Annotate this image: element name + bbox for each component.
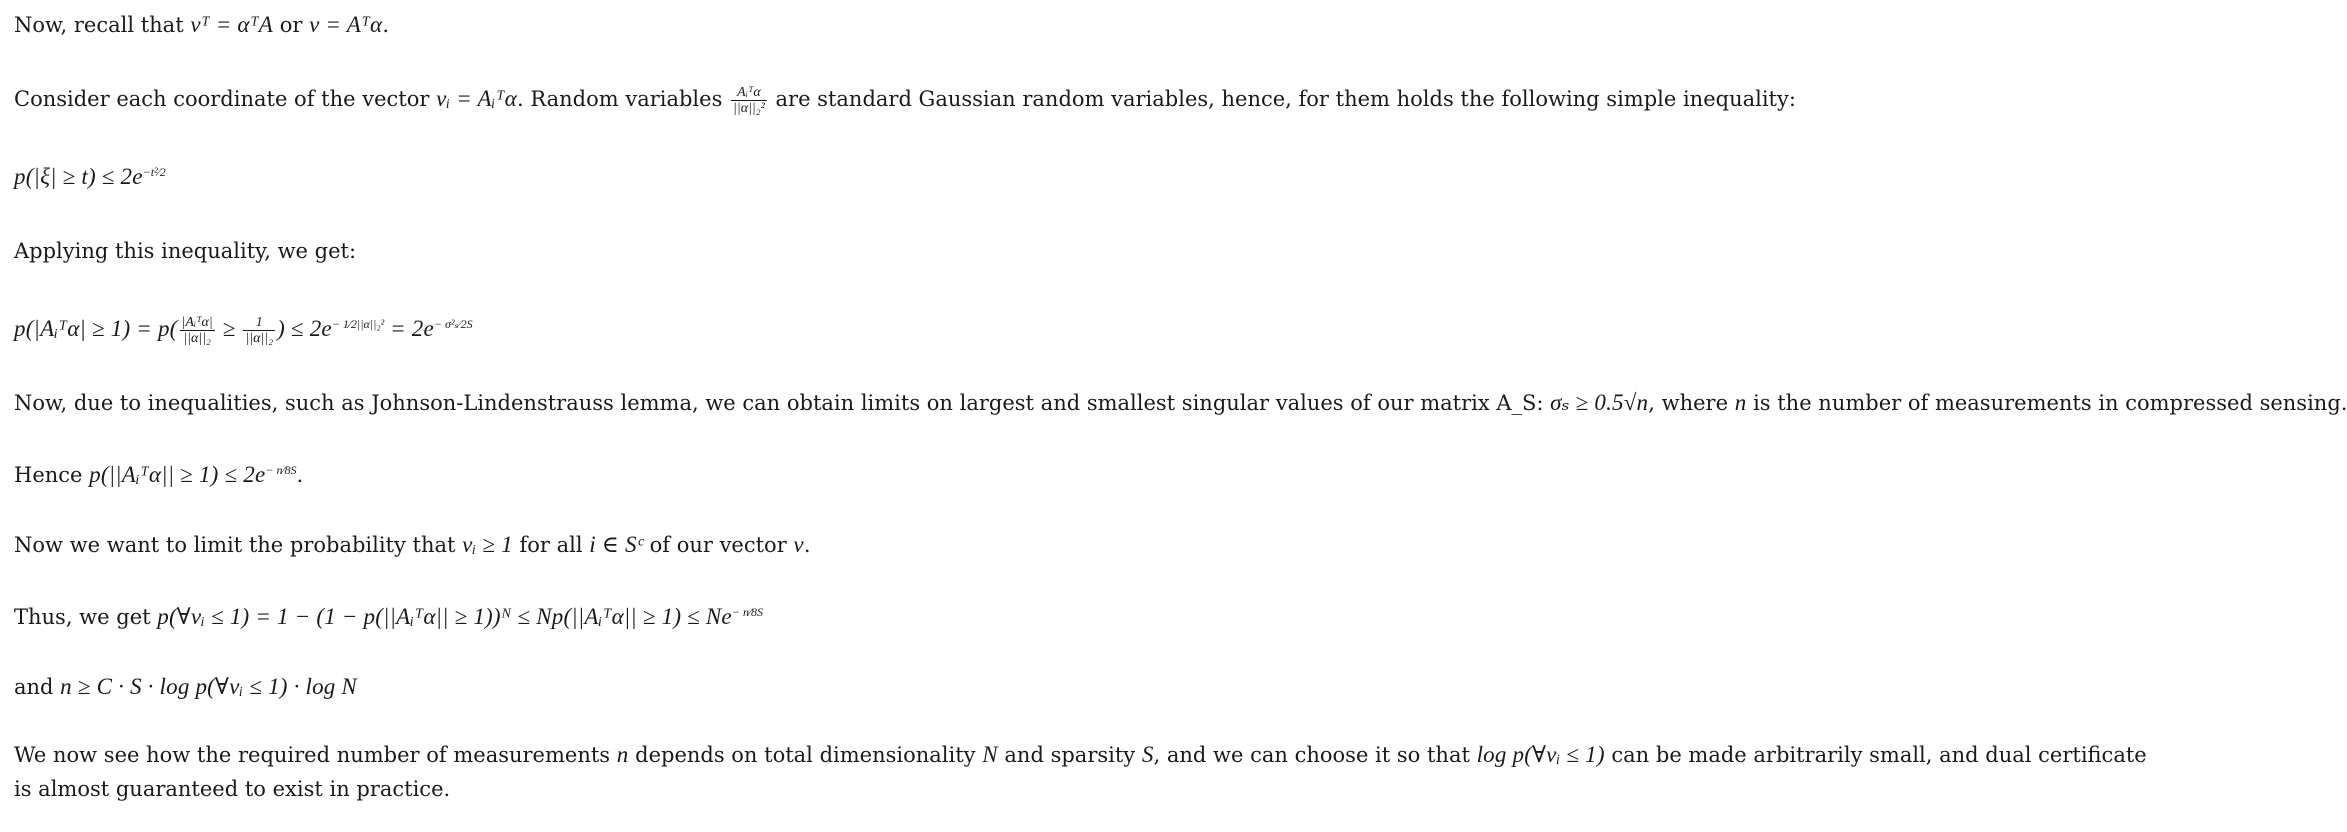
math-inline: σₛ ≥ 0.5√n bbox=[1550, 390, 1649, 415]
text: . bbox=[382, 13, 389, 37]
text: Hence bbox=[14, 463, 90, 487]
math-inline: vᵢ ≥ 1 bbox=[462, 532, 513, 557]
text: Applying this inequality, we get: bbox=[14, 239, 357, 263]
text: or bbox=[273, 13, 310, 37]
math-inline: n bbox=[616, 742, 629, 767]
text: of our vector bbox=[642, 533, 794, 557]
paragraph-coordinates bbox=[14, 82, 2160, 116]
text: can be made arbitrarily small, and dual certificate is almost guaranteed to exist in practice. bbox=[14, 743, 2147, 801]
text: is the number of measurements in compressed sensing. bbox=[1746, 391, 2347, 415]
math-fraction bbox=[243, 315, 275, 346]
paragraph-applying bbox=[14, 234, 2160, 268]
paragraph-limit-probability bbox=[14, 528, 2160, 562]
math-inline: v bbox=[793, 532, 804, 557]
fraction-numerator: |Aᵢᵀα| bbox=[181, 315, 213, 330]
math-inline: vᵀ = αᵀA bbox=[190, 12, 274, 37]
math-inline: ≥ bbox=[216, 316, 242, 341]
text: Now, recall that bbox=[14, 13, 191, 37]
text: We now see how the required number of measurements bbox=[14, 743, 617, 767]
math-inline: p(∀vᵢ ≤ 1) = 1 − (1 − p(||Aᵢᵀα|| ≥ 1))ᴺ ≤ Np(||Aᵢᵀα|| ≥ 1) ≤ Ne bbox=[157, 604, 732, 629]
text: Now we want to limit the probability that bbox=[14, 533, 463, 557]
text: , where bbox=[1648, 391, 1735, 415]
fraction-denominator: ||α||₂² bbox=[733, 101, 765, 116]
text: for all bbox=[512, 533, 590, 557]
math-exponent: − 1⁄2||α||₂² bbox=[331, 317, 385, 331]
equation-probability-bound bbox=[14, 312, 2160, 346]
text: and sparsity bbox=[997, 743, 1142, 767]
math-fraction bbox=[731, 85, 767, 116]
paragraph-and-n bbox=[14, 670, 2160, 704]
text: Now, due to inequalities, such as Johnson-Lindenstrauss lemma, we can obtain limits on largest and smallest singular values of our matrix A_S: bbox=[14, 391, 1551, 415]
math-exponent: −t²⁄2 bbox=[142, 165, 166, 179]
math-exponent: − n⁄8S bbox=[731, 605, 763, 619]
math-fraction bbox=[180, 315, 215, 346]
math-inline: log p(∀vᵢ ≤ 1) bbox=[1476, 742, 1605, 767]
text: Thus, we get bbox=[14, 605, 158, 629]
fraction-numerator: Aᵢᵀα bbox=[731, 85, 767, 101]
math-exponent: − σ²ₛ⁄2S bbox=[433, 317, 473, 331]
text: . bbox=[296, 463, 304, 487]
text: depends on total dimensionality bbox=[628, 743, 983, 767]
text: Consider each coordinate of the vector bbox=[14, 87, 437, 111]
math-inline: vᵢ = Aᵢᵀα bbox=[436, 86, 517, 111]
text: and bbox=[14, 675, 61, 699]
fraction-numerator: 1 bbox=[243, 315, 275, 331]
math-inline: p(|ξ| ≥ t) ≤ 2e bbox=[14, 164, 143, 189]
text: are standard Gaussian random variables, hence, for them holds the following simple inequality: bbox=[768, 87, 1796, 111]
math-inline: N bbox=[982, 742, 998, 767]
text: . Random variables bbox=[516, 87, 730, 111]
fraction-denominator: ||α||₂ bbox=[245, 331, 274, 346]
paragraph-johnson-lindenstrauss bbox=[14, 386, 2347, 420]
text: , and we can choose it so that bbox=[1153, 743, 1477, 767]
paragraph-conclusion bbox=[14, 738, 2160, 806]
math-inline: = 2e bbox=[384, 316, 434, 341]
math-inline: p(||Aᵢᵀα|| ≥ 1) ≤ 2e bbox=[89, 462, 266, 487]
math-inline: ) ≤ 2e bbox=[277, 316, 332, 341]
text: . bbox=[803, 533, 811, 557]
fraction-denominator: ||α||₂ bbox=[183, 331, 211, 346]
math-inline: n bbox=[1734, 390, 1747, 415]
paragraph-recall bbox=[14, 8, 2160, 42]
math-inline: n ≥ C · S · log p(∀vᵢ ≤ 1) · log N bbox=[60, 674, 357, 699]
equation-gaussian-tail bbox=[14, 160, 2160, 194]
paragraph-thus bbox=[14, 600, 2160, 634]
math-inline: i ∈ Sᶜ bbox=[589, 532, 643, 557]
math-exponent: − n⁄8S bbox=[265, 463, 297, 477]
math-inline: p(|Aᵢᵀα| ≥ 1) = p( bbox=[14, 316, 178, 341]
math-inline: S bbox=[1141, 742, 1154, 767]
math-inline: v = Aᵀα bbox=[309, 12, 383, 37]
paragraph-hence bbox=[14, 458, 2160, 492]
